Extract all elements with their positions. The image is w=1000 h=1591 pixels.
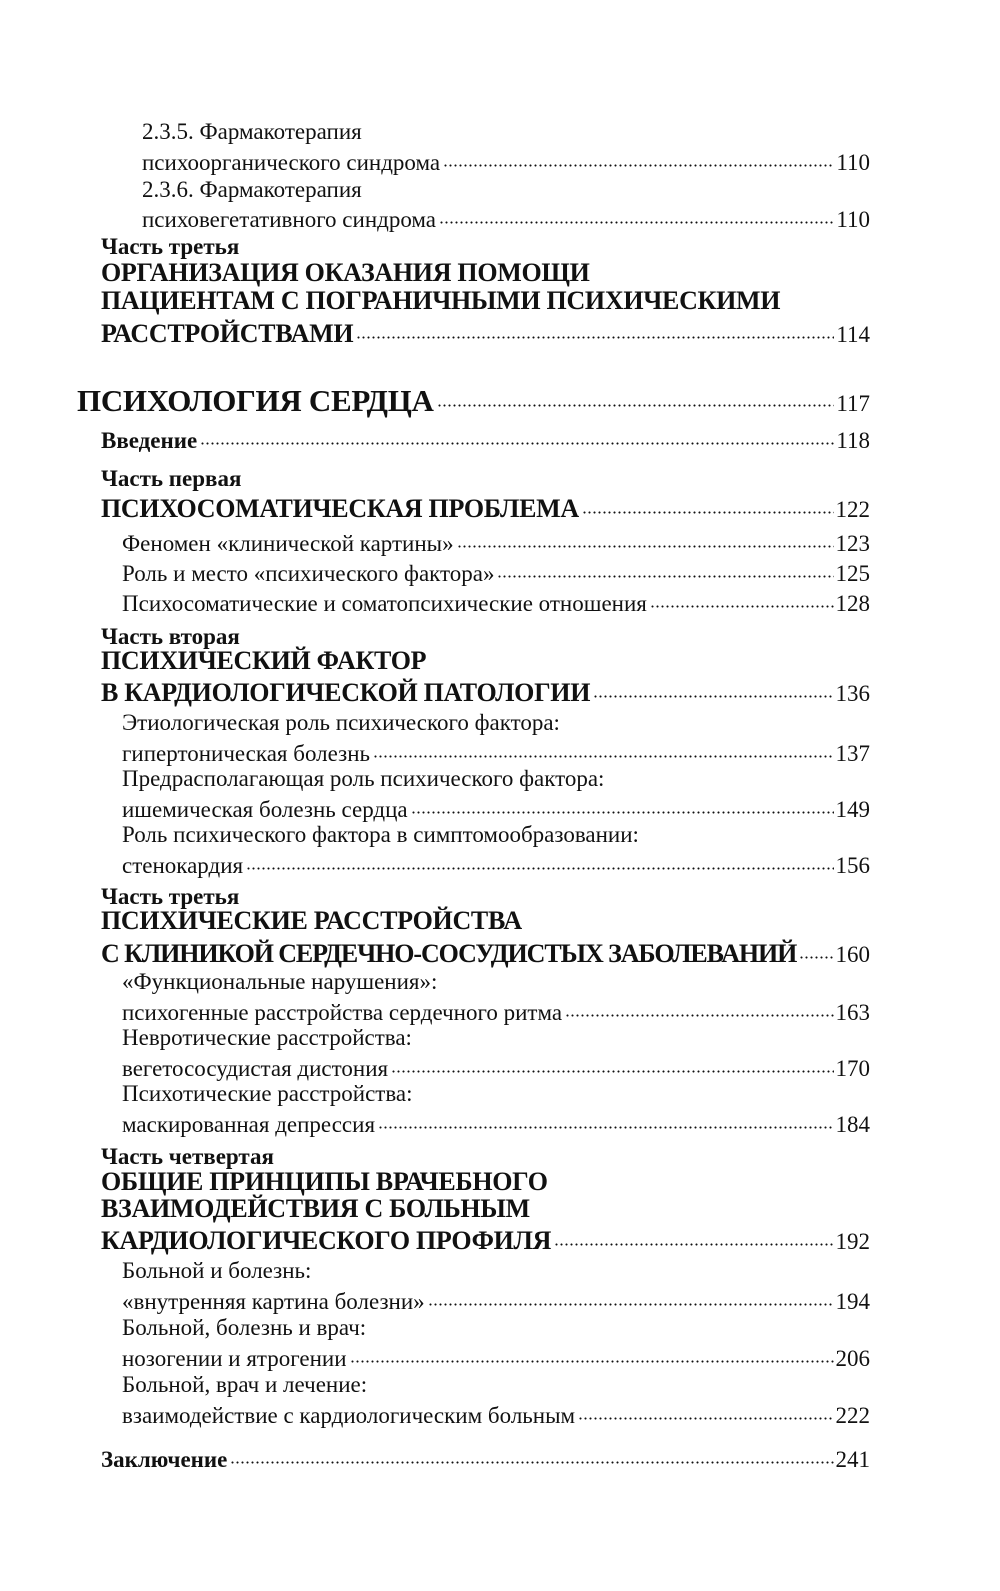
toc-entry-text: гипертоническая болезнь xyxy=(122,741,370,766)
toc-entry-text: психогенные расстройства сердечного ритма xyxy=(122,1000,563,1025)
toc-entry-text: ишемическая болезнь сердца xyxy=(122,797,408,822)
toc-entry-text: Феномен «клинической картины» xyxy=(122,531,454,556)
toc-page-number: 241 xyxy=(835,1447,870,1472)
dot-leader xyxy=(457,531,834,554)
part-title-line: ОБЩИЕ ПРИНЦИПЫ ВРАЧЕБНОГО xyxy=(101,1167,548,1196)
toc-entry-text: вегетососудистая дистония xyxy=(122,1056,389,1081)
part-title-line: РАССТРОЙСТВАМИ xyxy=(101,319,354,348)
toc-entry-2-3-6-title: 2.3.6. Фармакотерапия xyxy=(142,177,362,202)
toc-entry-text: Роль психического фактора в симптомообразовании: xyxy=(122,822,639,847)
dot-leader xyxy=(246,853,833,876)
toc-entry-part3-organization[interactable] xyxy=(101,316,870,347)
toc-entry-part1[interactable] xyxy=(101,491,870,522)
part-title-line: КАРДИОЛОГИЧЕСКОГО ПРОФИЛЯ xyxy=(101,1226,552,1255)
toc-page-number: 123 xyxy=(835,531,870,556)
part-title-line: ПСИХИЧЕСКИЙ ФАКТОР xyxy=(101,646,427,675)
toc-page-number: 192 xyxy=(835,1229,870,1254)
toc-entry-text: Психосоматические и соматопсихические отношения xyxy=(122,591,647,616)
toc-page-number: 128 xyxy=(835,591,870,616)
toc-entry-text: Введение xyxy=(101,428,198,453)
dot-leader xyxy=(378,1112,833,1135)
toc-entry-p3-item3[interactable] xyxy=(122,1109,870,1136)
dot-leader xyxy=(593,678,833,704)
part-title-line: ПСИХОСОМАТИЧЕСКАЯ ПРОБЛЕМА xyxy=(101,494,579,523)
toc-page-number: 122 xyxy=(835,497,870,522)
toc-entry-book-psychology-of-heart[interactable] xyxy=(77,380,870,416)
toc-page-number: 118 xyxy=(836,428,870,453)
toc-page-number: 184 xyxy=(835,1112,870,1137)
dot-leader xyxy=(497,561,833,584)
toc-page-number: 137 xyxy=(835,741,870,766)
dot-leader xyxy=(799,939,833,965)
toc-entry-text: «внутренняя картина болезни» xyxy=(122,1289,425,1314)
toc-page-number: 114 xyxy=(836,322,870,347)
toc-page-number: 160 xyxy=(835,942,870,967)
toc-page-number: 194 xyxy=(835,1289,870,1314)
toc-entry-text: взаимодействие с кардиологическим больным xyxy=(122,1403,576,1428)
part-title-line: ОРГАНИЗАЦИЯ ОКАЗАНИЯ ПОМОЩИ xyxy=(101,258,590,287)
dot-leader xyxy=(391,1056,833,1079)
toc-entry-text: Больной, болезнь и врач: xyxy=(122,1315,367,1340)
toc-entry-text: «Функциональные нарушения»: xyxy=(122,969,438,994)
toc-entry-p2-item3[interactable] xyxy=(122,850,870,877)
toc-page-number: 136 xyxy=(835,681,870,706)
toc-page-number: 110 xyxy=(836,150,870,175)
dot-leader xyxy=(578,1403,833,1426)
toc-entry-part4[interactable] xyxy=(101,1223,870,1254)
dot-leader xyxy=(373,741,834,764)
dot-leader xyxy=(350,1346,834,1369)
toc-entry-text: Психотические расстройства: xyxy=(122,1081,413,1106)
toc-entry-text: Этиологическая роль психического фактора: xyxy=(122,710,560,735)
dot-leader xyxy=(554,1226,833,1252)
toc-entry-p1-item1[interactable] xyxy=(122,528,870,555)
toc-entry-2-3-5-title: 2.3.5. Фармакотерапия xyxy=(142,119,362,144)
toc-entry-p1-item3[interactable] xyxy=(122,588,870,615)
part-title-line: ПАЦИЕНТАМ С ПОГРАНИЧНЫМИ ПСИХИЧЕСКИМИ xyxy=(101,286,781,315)
part-label: Часть первая xyxy=(101,466,242,491)
toc-entry-text: стенокардия xyxy=(122,853,244,878)
part-label: Часть четвертая xyxy=(101,1144,274,1169)
toc-entry-text: Предрасполагающая роль психического фактора: xyxy=(122,766,605,791)
toc-page-number: 222 xyxy=(835,1403,870,1428)
toc-entry-text: Заключение xyxy=(101,1447,228,1472)
toc-entry-p4-item1[interactable] xyxy=(122,1286,870,1313)
toc-entry-p2-item2[interactable] xyxy=(122,794,870,821)
dot-leader xyxy=(443,150,834,173)
dot-leader xyxy=(437,384,835,415)
toc-entry-text: психовегетативного синдрома xyxy=(142,207,437,232)
toc-entry-p4-item3[interactable] xyxy=(122,1400,870,1427)
toc-page-number: 156 xyxy=(835,853,870,878)
toc-entry-part3-mental-disorders[interactable] xyxy=(101,936,870,967)
dot-leader xyxy=(200,428,834,451)
part-label: Часть третья xyxy=(101,884,240,909)
part-label: Часть третья xyxy=(101,234,240,259)
part-title-line: ПСИХИЧЕСКИЕ РАССТРОЙСТВА xyxy=(101,906,522,935)
toc-page-number: 163 xyxy=(835,1000,870,1025)
toc-page-number: 149 xyxy=(835,797,870,822)
toc-entry-p4-item2[interactable] xyxy=(122,1343,870,1370)
toc-entry-p3-item2[interactable] xyxy=(122,1053,870,1080)
dot-leader xyxy=(565,1000,833,1023)
toc-entry-text: Невротические расстройства: xyxy=(122,1025,412,1050)
toc-entry-text: Больной, врач и лечение: xyxy=(122,1372,368,1397)
toc-entry-part2[interactable] xyxy=(101,675,870,706)
toc-page-number: 125 xyxy=(835,561,870,586)
toc-entry-2-3-6[interactable] xyxy=(142,204,870,231)
toc-page-number: 110 xyxy=(836,207,870,232)
dot-leader xyxy=(428,1289,834,1312)
toc-page-number: 206 xyxy=(835,1346,870,1371)
toc-entry-p3-item1[interactable] xyxy=(122,997,870,1024)
toc-entry-p1-item2[interactable] xyxy=(122,558,870,585)
dot-leader xyxy=(356,319,834,345)
toc-entry-text: Больной и болезнь: xyxy=(122,1258,312,1283)
dot-leader xyxy=(439,207,834,230)
dot-leader xyxy=(582,494,834,520)
dot-leader xyxy=(230,1447,833,1470)
book-title: ПСИХОЛОГИЯ СЕРДЦА xyxy=(77,383,434,418)
toc-entry-2-3-5[interactable] xyxy=(142,147,870,174)
toc-entry-introduction[interactable] xyxy=(101,425,870,452)
toc-entry-text: маскированная депрессия xyxy=(122,1112,376,1137)
toc-entry-conclusion[interactable] xyxy=(101,1444,870,1471)
toc-entry-text: психоорганического синдрома xyxy=(142,150,441,175)
part-title-line: С КЛИНИКОЙ СЕРДЕЧНО-СОСУДИСТЫХ ЗАБОЛЕВАНИЙ xyxy=(101,939,797,968)
dot-leader xyxy=(650,591,834,614)
toc-entry-text: Роль и место «психического фактора» xyxy=(122,561,495,586)
toc-entry-text: нозогении и ятрогении xyxy=(122,1346,347,1371)
part-title-line: ВЗАИМОДЕЙСТВИЯ С БОЛЬНЫМ xyxy=(101,1194,530,1223)
part-label: Часть вторая xyxy=(101,624,240,649)
dot-leader xyxy=(411,797,834,820)
toc-page-number: 170 xyxy=(835,1056,870,1081)
toc-page-number: 117 xyxy=(836,391,870,416)
toc-entry-p2-item1[interactable] xyxy=(122,738,870,765)
part-title-line: В КАРДИОЛОГИЧЕСКОЙ ПАТОЛОГИИ xyxy=(101,678,591,707)
